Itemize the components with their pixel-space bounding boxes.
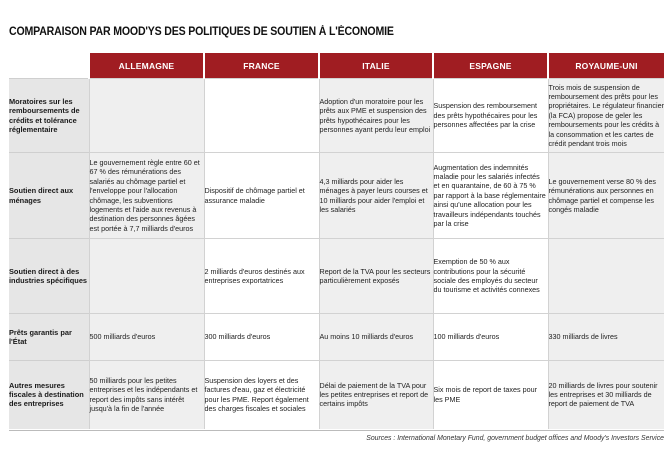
cell-espagne: Six mois de report de taxes pour les PME	[433, 361, 548, 429]
cell-france	[204, 79, 319, 153]
cell-france: 300 milliards d'euros	[204, 314, 319, 361]
cell-espagne: Suspension des remboursement des prêts hypothécaires pour les personnes affectées par la crise	[433, 79, 548, 153]
column-header-espagne: ESPAGNE	[433, 53, 548, 79]
table-row	[9, 153, 664, 239]
cell-italie: Report de la TVA pour les secteurs particulièrement exposés	[319, 239, 433, 314]
cell-royaume-uni: 20 milliards de livres pour soutenir les entreprises et 30 milliards de report de paiement de TVA	[548, 361, 664, 429]
cell-france: Dispositif de chômage partiel et assurance maladie	[204, 153, 319, 239]
cell-italie: 4,3 milliards pour aider les ménages à payer leurs courses et 10 milliards pour aider l'emploi et les salariés	[319, 153, 433, 239]
header-row	[9, 53, 664, 79]
cell-espagne: 100 milliards d'euros	[433, 314, 548, 361]
column-header-italie: ITALIE	[319, 53, 433, 79]
cell-royaume-uni: Le gouvernement verse 80 % des rémunérations aux personnes en chômage partiel et compense les congés maladie	[548, 153, 664, 239]
row-label-soutien-industries: Soutien direct à des industries spécifiques	[9, 239, 89, 314]
row-label-moratoires: Moratoires sur les remboursements de crédits et tolérance réglementaire	[9, 79, 89, 153]
cell-allemagne	[89, 239, 204, 314]
bottom-divider	[9, 430, 664, 431]
table-row	[9, 361, 664, 429]
cell-royaume-uni: Trois mois de suspension de remboursement des prêts pour les propriétaires. Le régulateur financier (la FCA) propose de geler les remboursements pour les crédits à la consommation et les cartes de crédit pendant trois mois	[548, 79, 664, 153]
cell-royaume-uni: 330 milliards de livres	[548, 314, 664, 361]
cell-espagne: Exemption de 50 % aux contributions pour la sécurité sociale des employés du secteur du tourisme et activités connexes	[433, 239, 548, 314]
header-corner	[9, 53, 89, 79]
cell-france: 2 milliards d'euros destinés aux entreprises exportatrices	[204, 239, 319, 314]
row-label-autres-mesures: Autres mesures fiscales à destination des entreprises	[9, 361, 89, 429]
row-label-soutien-menages: Soutien direct aux ménages	[9, 153, 89, 239]
cell-espagne: Augmentation des indemnités maladie pour les salariés infectés et en quarantaine, de 60 à 75 % par rapport à la base réglementaire ainsi qu'une allocation pour les travailleurs indépendants touchés par la crise	[433, 153, 548, 239]
table-row	[9, 314, 664, 361]
comparison-table	[9, 53, 664, 429]
row-label-prets-garantis: Prêts garantis par l'État	[9, 314, 89, 361]
column-header-royaume-uni: ROYAUME-UNI	[548, 53, 664, 79]
cell-france: Suspension des loyers et des factures d'eau, gaz et électricité pour les PME. Report également des charges fiscales et sociales	[204, 361, 319, 429]
cell-italie: Délai de paiement de la TVA pour les petites entreprises et report de certains impôts	[319, 361, 433, 429]
cell-royaume-uni	[548, 239, 664, 314]
cell-allemagne: 50 milliards pour les petites entreprises et les indépendants et report des impôts sans intérêt jusqu'à la fin de l'année	[89, 361, 204, 429]
cell-allemagne	[89, 79, 204, 153]
column-header-france: FRANCE	[204, 53, 319, 79]
cell-allemagne: 500 milliards d'euros	[89, 314, 204, 361]
cell-italie: Adoption d'un moratoire pour les prêts aux PME et suspension des prêts hypothécaires pour les personnes ayant perdu leur emploi	[319, 79, 433, 153]
page-title: COMPARAISON PAR MOOD'YS DES POLITIQUES DE SOUTIEN À L'ÉCONOMIE	[9, 26, 394, 38]
column-header-allemagne: ALLEMAGNE	[89, 53, 204, 79]
table-row	[9, 239, 664, 314]
cell-italie: Au moins 10 milliards d'euros	[319, 314, 433, 361]
table-row	[9, 79, 664, 153]
cell-allemagne: Le gouvernement règle entre 60 et 67 % des rémunérations des salariés au chômage partiel et l'enveloppe pour l'allocation chômage, les subventions logements et l'aide aux revenus à destination des personnes âgées est portée à 7,7 milliards d'euros	[89, 153, 204, 239]
source-note: Sources : International Monetary Fund, government budget offices and Moody's Investors Service	[366, 435, 664, 442]
